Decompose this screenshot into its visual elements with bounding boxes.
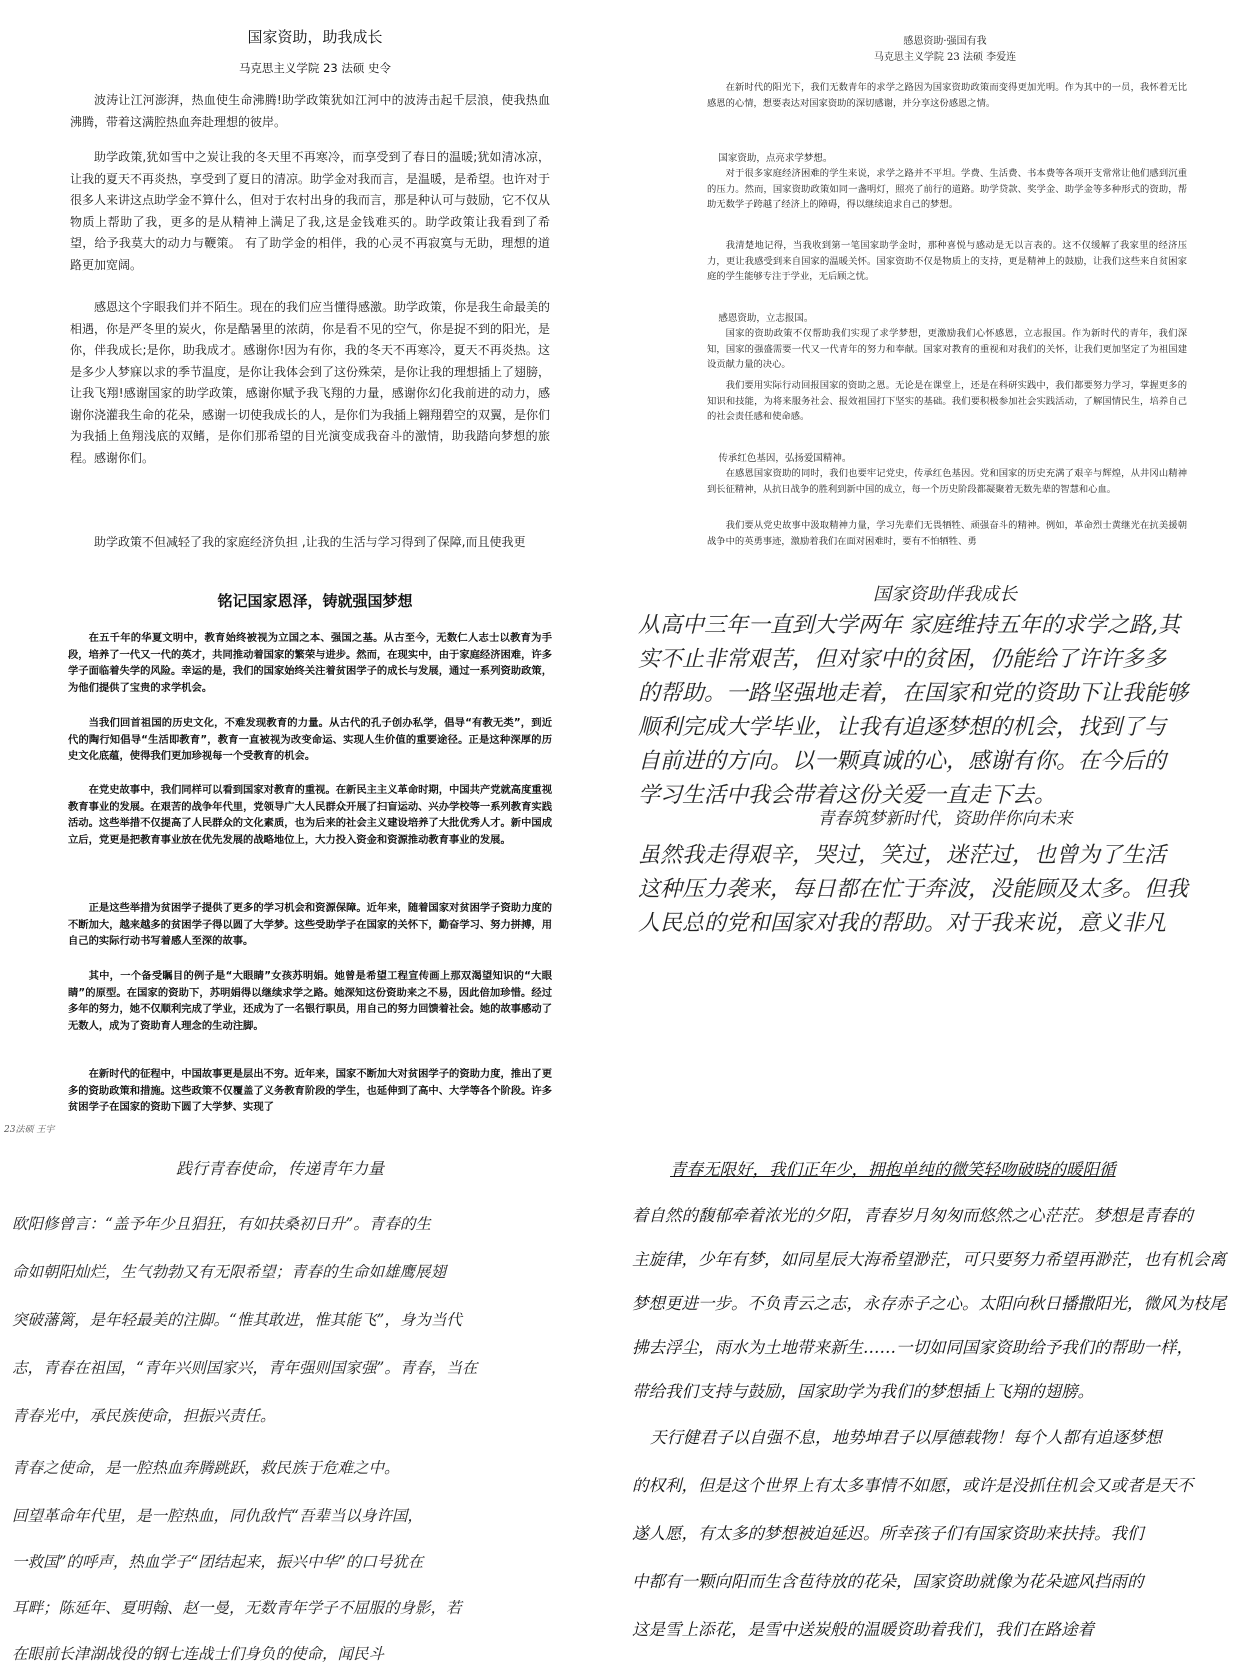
essay-title: 青春筑梦新时代，资助伴你向未来 [817, 809, 1073, 829]
handwritten-line: 自前进的方向。以一颗真诚的心，感谢有你。在今后的 [638, 749, 1167, 774]
handwritten-line: 志，青春在祖国，“青年兴则国家兴，青年强则国家强”。青春，当在 [12, 1359, 478, 1377]
essay-panel-2 [630, 0, 1260, 560]
handwritten-panel-5 [0, 1120, 630, 1680]
essay-paragraph: 感恩这个字眼我们并不陌生。现在的我们应当懂得感激。助学政策，你是我生命最美的相遇，你是严冬里的炭火，你是酷暑里的浓荫，你是看不见的空气，你是捉不到的阳光，是你，伴我成长;是你，助我成才。感谢你!因为有你，我的冬天不再寒冷，夏天不再炎热。这是多少人梦寐以求的季节温度，是你让我体会到了这份殊荣，是你让我的理想插上了翅膀，让我飞翔!感谢国家的助学政策，感谢你赋予我飞翔的力量，感谢你幻化我前进的动力，感谢你浇灌我生命的花朵，感谢一切使我成长的人，是你们为我插上翱翔碧空的双翼，是你们为我插上鱼翔浅底的双鳍，是你们那希望的目光演变成我奋斗的激情，助我踏向梦想的旅程。感谢你们。 [70, 300, 551, 465]
essay-title: 国家资助，助我成长 [247, 28, 383, 46]
handwritten-line: 耳畔；陈延年、夏明翰、赵一曼，无数青年学子不屈服的身影，若 [12, 1599, 462, 1617]
handwritten-line: 青春光中，承民族使命，担振兴责任。 [12, 1407, 276, 1425]
essay-paragraph: 在五千年的华夏文明中，教育始终被视为立国之本、强国之基。从古至今，无数仁人志士以教育为手段，培养了一代又一代的英才，共同推动着国家的繁荣与进步。然而，在现实中，由于家庭经济困难，许多学子面临着失学的风险。幸运的是，我们的国家始终关注着贫困学子的成长与发展，通过一系列资助政策，为他们提供了宝贵的求学机会。 [68, 632, 552, 694]
handwritten-line: 主旋律，少年有梦，如同星辰大海希望渺茫，可只要努力希望再渺茫，也有机会离 [632, 1250, 1226, 1269]
essay-paragraph: 助学政策,犹如雪中之炭让我的冬天里不再寒冷，而享受到了春日的温暖;犹如清冰凉，让我的夏天不再炎热，享受到了夏日的清凉。助学金对我而言，是温暖，是希望。也许对于很多人来讲这点助学金不算什么，但对于农村出身的我而言，那是种认可与鼓励，它不仅从物质上帮助了我，更多的是从精神上满足了我,这是金钱难买的。助学政策让我看到了希望，给予我莫大的动力与鞭策。 有了助学金的相伴，我的心灵不再寂寞与无助，理想的道路更加宽阔。 [70, 150, 551, 272]
handwritten-line: 命如朝阳灿烂，生气勃勃又有无限希望；青春的生命如雄鹰展翅 [12, 1263, 447, 1281]
essay-panel-3 [0, 560, 630, 1120]
handwritten-line: 一救国”的呼声，热血学子“团结起来，振兴中华”的口号犹在 [12, 1553, 424, 1571]
handwritten-line: 青春之使命，是一腔热血奔腾跳跃，救民族于危难之中。 [12, 1459, 400, 1477]
essay-panel-1 [0, 0, 630, 560]
handwritten-line: 拂去浮尘，雨水为土地带来新生……一切如同国家资助给予我们的帮助一样， [632, 1338, 1193, 1357]
author-note: 23法硕 王宇 [4, 1125, 55, 1135]
handwritten-line: 从高中三年一直到大学两年 家庭维持五年的求学之路,其 [638, 613, 1180, 638]
essay-paragraph: 我们要用实际行动回报国家的资助之恩。无论是在课堂上，还是在科研实践中，我们都要努力学习，掌握更多的知识和技能，为将来服务社会、报效祖国打下坚实的基础。我们要积极参加社会实践活动，了解国情民生，培养自己的社会责任感和使命感。 [707, 380, 1187, 422]
essay-title: 感恩资助·强国有我 [903, 36, 987, 47]
essay-title: 国家资助伴我成长 [873, 584, 1017, 605]
handwritten-line: 在眼前长津湖战役的钢七连战士们身负的使命，闻民斗 [12, 1645, 385, 1663]
essay-paragraph: 助学政策不但减轻了我的家庭经济负担 ,让我的生活与学习得到了保障,而且使我更 [94, 535, 526, 549]
handwritten-line: 学习生活中我会带着这份关爱一直走下去。 [638, 783, 1057, 808]
handwritten-panel-4 [630, 560, 1260, 1120]
handwritten-line: 这种压力袭来，每日都在忙于奔波，没能顾及太多。但我 [638, 877, 1189, 902]
essay-title: 践行青春使命，传递青年力量 [175, 1159, 384, 1178]
essay-paragraph: 波涛让江河澎湃，热血使生命沸腾!助学政策犹如江河中的波涛击起千层浪，使我热血沸腾，带着这满腔热血奔赴理想的彼岸。 [70, 93, 550, 129]
handwritten-line: 的权利，但是这个世界上有太多事情不如愿，或许是没抓住机会又或者是天不 [632, 1476, 1193, 1495]
essay-title: 铭记国家恩泽，铸就强国梦想 [217, 592, 413, 610]
essay-paragraph: 我们要从党史故事中汲取精神力量，学习先辈们无畏牺牲、顽强奋斗的精神。例如，革命烈士黄继光在抗美援朝战争中的英勇事迹，激励着我们在面对困难时，要有不怕牺牲、勇 [707, 520, 1187, 547]
essay-paragraph: 在新时代的征程中，中国故事更是层出不穷。近年来，国家不断加大对贫困学子的资助力度，推出了更多的资助政策和措施。这些政策不仅覆盖了义务教育阶段的学生，也延伸到了高中、大学等各个阶段。许多贫困学子在国家的资助下圆了大学梦、实现了 [68, 1068, 552, 1114]
essay-paragraph: 当我们回首祖国的历史文化，不难发现教育的力量。从古代的孔子创办私学，倡导“有教无类”，到近代的陶行知倡导“生活即教育”，教育一直被视为改变命运、实现人生价值的重要途径。正是这种深厚的历史文化底蕴，使得我们更加珍视每一个受教育的机会。 [68, 717, 552, 763]
handwritten-line: 着自然的馥郁牵着浓光的夕阳，青春岁月匆匆而悠然之心茫茫。梦想是青春的 [632, 1206, 1193, 1225]
essay-paragraph: 对于很多家庭经济困难的学生来说，求学之路并不平坦。学费、生活费、书本费等各项开支常常让他们感到沉重的压力。然而，国家资助政策如同一盏明灯，照亮了前行的道路。助学贷款、奖学金、助学金等多种形式的资助，帮助无数学子跨越了经济上的障碍，得以继续追求自己的梦想。 [707, 168, 1187, 210]
handwritten-line: 突破藩篱，是年轻最美的注脚。“惟其敢进，惟其能飞”，身为当代 [12, 1311, 462, 1329]
handwritten-line: 中都有一颗向阳而生含苞待放的花朵，国家资助就像为花朵遮风挡雨的 [632, 1572, 1144, 1591]
essay-paragraph: 正是这些举措为贫困学子提供了更多的学习机会和资源保障。近年来，随着国家对贫困学子资助力度的不断加大，越来越多的贫困学子得以圆了大学梦。这些受助学子在国家的关怀下，勤奋学习、努力拼搏，用自己的实际行动书写着感人至深的故事。 [68, 902, 552, 948]
essay-paragraph: 国家的资助政策不仅帮助我们实现了求学梦想，更激励我们心怀感恩，立志报国。作为新时代的青年，我们深知，国家的强盛需要一代又一代青年的努力和奉献。国家对教育的重视和对我们的关怀，让我们更加坚定了为祖国建设贡献力量的决心。 [707, 328, 1187, 370]
essay-paragraph: 在新时代的阳光下，我们无数青年的求学之路因为国家资助政策而变得更加光明。作为其中的一员，我怀着无比感恩的心情，想要表达对国家资助的深切感谢，并分享这份感恩之情。 [707, 82, 1187, 109]
handwritten-line: 天行健君子以自强不息，地势坤君子以厚德载物！每个人都有追逐梦想 [650, 1428, 1162, 1447]
handwritten-panel-6 [630, 1120, 1260, 1680]
handwritten-line: 人民总的党和国家对我的帮助。对于我来说，意义非凡 [638, 911, 1167, 936]
handwritten-line: 欧阳修曾言：“盖予年少且猖狂，有如扶桑初日升”。青春的生 [12, 1215, 431, 1233]
section-heading: 感恩资助，立志报国。 [718, 313, 814, 324]
handwritten-line: 顺利完成大学毕业，让我有追逐梦想的机会，找到了与 [638, 715, 1167, 740]
handwritten-line: 梦想更进一步。不负青云之志，永存赤子之心。太阳向秋日播撒阳光，微风为枝尾 [632, 1294, 1226, 1313]
handwritten-line: 实不止非常艰苦，但对家中的贫困，仍能给了许许多多 [638, 647, 1167, 672]
section-heading: 传承红色基因，弘扬爱国精神。 [718, 453, 852, 464]
handwritten-line: 回望革命年代里，是一腔热血，同仇敌忾“吾辈当以身许国， [12, 1507, 423, 1525]
essay-paragraph: 在感恩国家资助的同时，我们也要牢记党史，传承红色基因。党和国家的历史充满了艰辛与辉煌，从井冈山精神到长征精神，从抗日战争的胜利到新中国的成立，每一个历史阶段都凝聚着无数先辈的智慧和心血。 [707, 468, 1187, 495]
essay-author: 马克思主义学院 23 法硕 史令 [238, 61, 392, 75]
essay-paragraph: 其中，一个备受瞩目的例子是“大眼睛”女孩苏明娟。她曾是希望工程宣传画上那双渴望知识的“大眼睛”的原型。在国家的资助下，苏明娟得以继续求学之路。她深知这份资助来之不易，因此倍加珍惜。经过多年的努力，她不仅顺利完成了学业，还成为了一名银行职员，用自己的努力回馈着社会。她的故事感动了无数人，成为了资助育人理念的生动注脚。 [68, 970, 552, 1032]
essay-paragraph: 我清楚地记得，当我收到第一笔国家助学金时，那种喜悦与感动是无以言表的。这不仅缓解了我家里的经济压力，更让我感受到来自国家的温暖关怀。国家资助不仅是物质上的支持，更是精神上的鼓励，让我们这些来自贫困家庭的学生能够专注于学业，无后顾之忧。 [707, 240, 1187, 282]
handwritten-line: 虽然我走得艰辛，哭过，笑过，迷茫过，也曾为了生活 [638, 843, 1167, 868]
handwritten-line: 这是雪上添花，是雪中送炭般的温暖资助着我们，我们在路途着 [632, 1620, 1094, 1639]
handwritten-line: 青春无限好，我们正年少，拥抱单纯的微笑轻吻破晓的暖阳循 [670, 1160, 1116, 1179]
essay-author: 马克思主义学院 23 法硕 李爱连 [873, 52, 1017, 63]
handwritten-line: 带给我们支持与鼓励，国家助学为我们的梦想插上飞翔的翅膀。 [632, 1382, 1094, 1401]
section-heading: 国家资助，点亮求学梦想。 [718, 153, 833, 164]
handwritten-line: 的帮助。一路坚强地走着，在国家和党的资助下让我能够 [638, 681, 1189, 706]
essay-paragraph: 在党史故事中，我们同样可以看到国家对教育的重视。在新民主主义革命时期，中国共产党就高度重视教育事业的发展。在艰苦的战争年代里，党领导广大人民群众开展了扫盲运动、兴办学校等一系列教育实践活动。这些举措不仅提高了人民群众的文化素质，也为后来的社会主义建设培养了大批优秀人才。新中国成立后，党更是把教育事业放在优先发展的战略地位上，大力投入资金和资源推动教育事业的发展。 [68, 784, 552, 846]
handwritten-line: 遂人愿，有太多的梦想被迫延迟。所幸孩子们有国家资助来扶持。我们 [632, 1524, 1144, 1543]
